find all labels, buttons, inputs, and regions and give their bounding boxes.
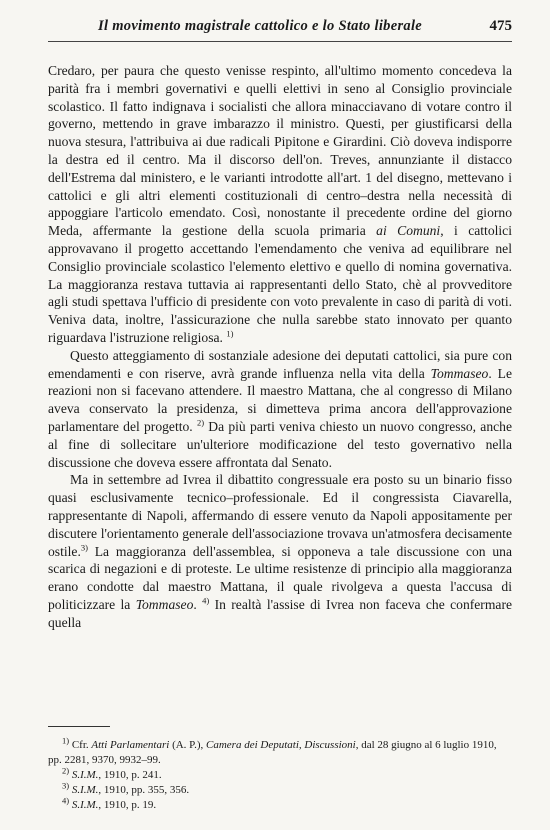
italic-span: Atti Parlamentari [91, 739, 170, 751]
text-span: , 1910, pp. 355, 356. [98, 784, 190, 796]
text-span: . Le reazioni non si facevano attendere. Il maestro Mattana, che al congresso di Milano aveva conservato la presidenza, si dimetteva prima ancora dell'approvazione parlamentare del progetto. [48, 365, 513, 434]
text-span: (A. P.), [169, 739, 206, 751]
italic-span: S.I.M. [71, 799, 99, 811]
footnote-number: 3) [62, 780, 70, 791]
page-number: 475 [489, 18, 512, 34]
footnote-4 [48, 795, 512, 813]
footnote-number: 2) [62, 765, 70, 776]
text-span: Da più parti veniva chiesto un nuovo congresso, anche al fine di sollecitare un'ulteriore modificazione del testo governativo nella discussione che doveva essere affrontata dal Senato. [48, 418, 513, 470]
footnote-ref-1[interactable]: 1) [226, 328, 234, 339]
italic-span: Tommaseo [135, 596, 194, 612]
paragraph-1 [48, 62, 512, 347]
italic-span: ai Comuni [376, 223, 441, 239]
italic-span: S.I.M. [71, 769, 99, 781]
footnote-2 [48, 765, 512, 783]
text-span: Cfr. [69, 739, 92, 751]
footnote-number: 1) [62, 735, 70, 746]
running-title: Il movimento magistrale cattolico e lo Stato liberale [98, 18, 423, 34]
footnotes [48, 735, 512, 813]
text-span: , 1910, p. 19. [98, 799, 157, 811]
text-span: Credaro, per paura che questo venisse respinto, all'ultimo momento concedeva la parità fra i membri governativi e quelli elettivi in seno al Consiglio provinciale scolastico. Il fatto indignava i socialisti che allora minacciavano di votare contro il governo, mettendo in grave imbarazzo il ministro. Questi, per giustificarsi della nuova stesura, l'attribuiva ai due radicali Pipitone e Girardini. Ciò doveva indisporre la destra ed il centro. Ma il discorso dell'on. Treves, annunziante il distacco dell'Estrema dal ministero, e le varianti introdotte all'art. 1 del disegno, mettevano i cattolici e gli altri elementi costituzionali di centro–destra nella necessità di appoggiare l'articolo emendato. Così, nonostante il precedente ordine del giorno Meda, affermante la gestione della scuola primaria [48, 63, 512, 239]
footnote-ref-3[interactable]: 3) [80, 541, 88, 552]
footnote-ref-4[interactable]: 4) [202, 595, 210, 606]
italic-span: S.I.M. [71, 784, 99, 796]
paragraph-3 [48, 471, 512, 631]
text-span: Questo atteggiamento di sostanziale adesione dei deputati cattolici, sia pure con emendamenti e con riserve, avrà grande influenza nella vita della [48, 347, 512, 381]
body-text [48, 62, 512, 632]
text-span: , dal 28 giugno al 6 luglio 1910, pp. 2281, 9370, 9932–99. [48, 739, 497, 766]
text-span: La maggioranza dell'assemblea, si opponeva a tale discussione con una scarica di negazioni e di proteste. Le ultime resistenze di principio alla maggioranza erano condotte dal maestro Mattana, il quale rivolgeva a questa l'accusa di politicizzare la [48, 543, 512, 612]
text-span: , 1910, p. 241. [98, 769, 162, 781]
text-span: , i cattolici approvavano il progetto accettando l'emendamento che veniva ad equilibrare nel Consiglio provinciale scolastico l'elemento elettivo e quello di nomina governativa. La maggioranza restava tuttavia ai rappresentanti dello Stato, chè al provveditore agli studi spettava l'ufficio di presidente con voto prevalente in caso di parità di voti. Veniva data, inoltre, l'assicurazione che nulla sarebbe stato innovato per quanto riguardava l'istruzione religiosa. [48, 223, 512, 345]
text-span: . [193, 596, 203, 612]
footnote-divider [48, 726, 110, 727]
footnote-number: 4) [62, 795, 70, 806]
running-header [48, 18, 512, 42]
text-span: In realtà l'assise di Ivrea non faceva che confermare quella [48, 596, 512, 630]
footnote-3 [48, 780, 512, 798]
text-span: Ma in settembre ad Ivrea il dibattito congressuale era posto su un binario fisso quasi esclusivamente tecnico–professionale. Ed il congressista Ciavarella, rappresentante di Napoli, affermando di essere venuto da Napoli appositamente per discutere l'orientamento generale dell'associazione trovava un'atmosfera decisamente ostile. [48, 472, 512, 559]
footnote-ref-2[interactable]: 2) [196, 417, 205, 428]
paragraph-2 [48, 347, 512, 472]
footnote-1 [48, 735, 512, 768]
italic-span: Camera dei Deputati, Discussioni [206, 739, 356, 751]
italic-span: Tommaseo [430, 365, 489, 381]
